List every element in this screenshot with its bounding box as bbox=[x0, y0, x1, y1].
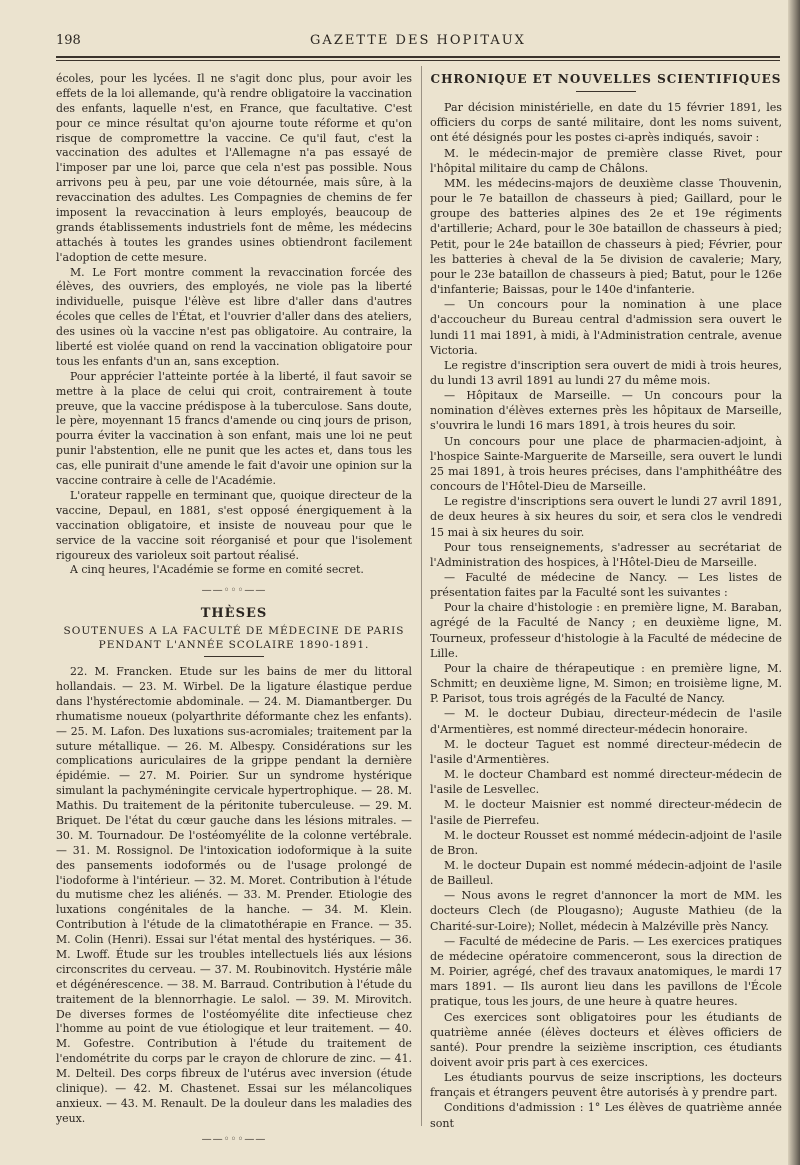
right-paragraph-10: — Faculté de médecine de Nancy. — Les listes de présentation faites par la Faculté sont les suivantes : bbox=[430, 571, 782, 600]
right-paragraph-22: Les étudiants pourvus de seize inscriptions, les docteurs français et étrangers peuvent être autorisés à y prendre part. bbox=[430, 1071, 782, 1100]
right-paragraph-18: M. le docteur Dupain est nommé médecin-adjoint de l'asile de Bailleul. bbox=[430, 858, 782, 888]
page-header bbox=[56, 30, 780, 52]
running-title: GAZETTE DES HOPITAUX bbox=[310, 33, 526, 48]
column-divider bbox=[421, 66, 422, 1126]
right-paragraph-12: Pour la chaire de thérapeutique : en première ligne, M. Schmitt; en deuxième ligne, M. Simon; en troisième ligne, M. P. Parisot, tous trois agrégés de la Faculté de Nancy. bbox=[430, 661, 782, 706]
left-paragraph-4: L'orateur rappelle en terminant que, quoique directeur de la vaccine, Depaul, en 1881, s'est opposé énergiquement à la vaccination obligatoire, et insiste de nouveau pour que le service de la vaccine soit réorganisé et pour que l'isolement rigoureux des varioleux soit partout réalisé. bbox=[56, 488, 412, 562]
left-paragraph-2: M. Le Fort montre comment la revaccination forcée des élèves, des ouvriers, des employés, ne viole pas la liberté individuelle, puisque l'élève est libre d'aller dans d'autres écoles que celles de l'État, et l'ouvrier d'aller dans des ateliers, des usines où la vaccine n'est pas obligatoire. Au contraire, la liberté est violée quand on rend la vaccination obligatoire pour tous les enfants d'un an, sans exception. bbox=[56, 265, 412, 368]
theses-title: THÈSES bbox=[200, 606, 268, 622]
page-number: 198 bbox=[56, 33, 81, 48]
chronicle-title: CHRONIQUE ET NOUVELLES SCIENTIFIQUES bbox=[430, 72, 782, 86]
section-separator: ——◦◦◦—— bbox=[201, 585, 267, 597]
chronicle-rule bbox=[576, 91, 636, 92]
theses-subtitle-2: PENDANT L'ANNÉE SCOLAIRE 1890-1891. bbox=[98, 639, 370, 652]
right-paragraph-9: Pour tous renseignements, s'adresser au secrétariat de l'Administration des hospices, à l'Hôtel-Dieu de Marseille. bbox=[430, 540, 782, 569]
right-paragraph-7: Un concours pour une place de pharmacien-adjoint, à l'hospice Sainte-Marguerite de Marseille, sera ouvert le lundi 25 mai 1891, à trois heures précises, dans l'amphithéâtre des concours de l'Hôtel-Dieu de Marseille. bbox=[430, 434, 782, 494]
right-paragraph-16: M. le docteur Maisnier est nommé directeur-médecin de l'asile de Pierrefeu. bbox=[430, 798, 782, 827]
right-paragraph-17: M. le docteur Rousset est nommé médecin-adjoint de l'asile de Bron. bbox=[430, 828, 782, 857]
right-paragraph-14: M. le docteur Taguet est nommé directeur-médecin de l'asile d'Armentières. bbox=[430, 737, 782, 766]
right-paragraph-11: Pour la chaire d'histologie : en première ligne, M. Baraban, agrégé de la Faculté de Nancy ; en deuxième ligne, M. Tourneux, professeur d'histologie à la Faculté de médecine de Lille. bbox=[430, 601, 782, 660]
right-paragraph-1: Par décision ministérielle, en date du 15 février 1891, les officiers du corps de santé militaire, dont les noms suivent, ont été désignés pour les postes ci-après indiqués, savoir : bbox=[430, 101, 782, 145]
left-paragraph-5: A cinq heures, l'Académie se forme en comité secret. bbox=[70, 563, 364, 577]
theses-subtitle-1: SOUTENUES A LA FACULTÉ DE MÉDECINE DE PARIS bbox=[63, 625, 405, 638]
theses-list: 22. M. Francken. Etude sur les bains de mer du littoral hollandais. — 23. M. Wirbel. De la ligature élastique perdue dans l'hystérectomie abdominale. — 24. M. Diamantberger. Du rhumatisme noueux (polyarthrite déformante chez les enfants). — 25. M. Lafon. Des luxations sus-acromiales; traitement par la suture métallique. — 26. M. Albespy. Considérations sur les complications auriculaires de la grippe pendant la dernière épidémie. — 27. M. Poirier. Sur un syndrome hystérique simulant la pachyméningite cervicale hypertrophique. — 28. M. Mathis. Du traitement de la péritonite tuberculeuse. — 29. M. Briquet. De l'état du cœur gauche dans les lésions mitrales. — 30. M. Tournadour. De l'ostéomyélite de la colonne vertébrale. — 31. M. Rossignol. De l'intoxication iodoformique à la suite des pansements iodoformés ou de l'usage prolongé de l'iodoforme à l'intérieur. — 32. M. Moret. Contribution à l'étude du mutisme chez les aliénés. — 33. M. Prender. Etiologie des luxations congénitales de la hanche. — 34. M. Klein. Contribution à l'étude de la climatothérapie en France. — 35. M. Colin (Henri). Essai sur l'état mental des hystériques. — 36. M. Lwoff. Étude sur les troubles intellectuels liés aux lésions circonscrites du cerveau. — 37. M. Roubinovitch. Hystérie mâle et dégénérescence. — 38. M. Barraud. Contribution à l'étude du traitement de la blennorrhagie. Le salol. — 39. M. Mirovitch. De diverses formes de l'ostéomyélite dite infectieuse chez l'homme au point de vue étiologique et leur traitement. — 40. M. Gofestre. Contribution à l'étude du traitement de l'endométrite du corps par le crayon de chlorure de zinc. — 41. M. Delteil. Des corps fibreux de l'utérus avec inversion (étude clinique). — 42. M. Chastenet. Essai sur les mélancoliques anxieux. — 43. M. Renault. De la douleur dans les maladies des yeux. bbox=[56, 665, 412, 1125]
left-paragraph-1: écoles, pour les lycées. Il ne s'agit donc plus, pour avoir les effets de la loi allemande, qu'à rendre obligatoire la vaccination des enfants, laquelle n'est, en France, que facultative. C'est pour ce mince résultat qu'on ajourne toute réforme et qu'on risque de compromettre la vaccine. Ce qu'il faut, c'est la vaccination des adultes et l'Allemagne n'a pas essayé de l'imposer par une loi, parce que cela n'est pas possible. Nous arrivons peu à peu, par une voie détournée, mais sûre, à la revaccination des adultes. Les Compagnies de chemins de fer imposent la revaccination à leurs employés, beaucoup de grands établissements industriels font de même, les médecins attachés à toutes les grandes usines obtiendront facilement l'adoption de cette mesure. bbox=[56, 72, 412, 264]
right-paragraph-13: — M. le docteur Dubiau, directeur-médecin de l'asile d'Armentières, est nommé directeur-médecin honoraire. bbox=[430, 707, 782, 736]
right-paragraph-3: MM. les médecins-majors de deuxième classe Thouvenin, pour le 7e bataillon de chasseurs à pied; Gaillard, pour le groupe des batteries alpines des 2e et 19e régiments d'artillerie; Achard, pour le 30e bataillon de chasseurs à pied; Petit, pour le 24e bataillon de chasseurs à pied; Février, pour les batteries à cheval de la 5e division de cavalerie; Mary, pour le 23e bataillon de chasseurs à pied; Batut, pour le 126e d'infanterie; Baissas, pour le 140e d'infanterie. bbox=[430, 176, 782, 297]
right-paragraph-4: — Un concours pour la nomination à une place d'accoucheur du Bureau central d'admission sera ouvert le lundi 11 mai 1891, à midi, à l'Administration centrale, avenue Victoria. bbox=[430, 298, 782, 357]
book-spine-edge bbox=[788, 0, 800, 1165]
right-column bbox=[430, 72, 782, 1131]
bottom-separator: ——◦◦◦—— bbox=[201, 1133, 267, 1145]
header-rule-thick bbox=[56, 56, 780, 58]
theses-rule bbox=[204, 656, 264, 657]
left-column bbox=[56, 72, 412, 1156]
left-paragraph-3: Pour apprécier l'atteinte portée à la liberté, il faut savoir se mettre à la place de celui qui croit, contrairement à toute preuve, que la vaccine prédispose à la tuberculose. Sans doute, le père, moyennant 15 francs d'amende ou cinq jours de prison, pourra éviter la vaccination à son enfant, mais une loi ne peut punir l'abstention, elle ne punit que les actes et, dans tous les cas, elle punirait d'une amende le fait d'avoir une opinion sur la vaccine contraire à celle de l'Académie. bbox=[56, 369, 412, 488]
right-paragraph-23: Conditions d'admission : 1° Les élèves de quatrième année sont bbox=[430, 1101, 782, 1130]
right-paragraph-21: Ces exercices sont obligatoires pour les étudiants de quatrième année (élèves docteurs et élèves officiers de santé). Pour prendre la seizième inscription, ces étudiants doivent avoir pris part à ces exercices. bbox=[430, 1010, 782, 1069]
right-paragraph-15: M. le docteur Chambard est nommé directeur-médecin de l'asile de Lesvellec. bbox=[430, 768, 782, 797]
right-paragraph-8: Le registre d'inscriptions sera ouvert le lundi 27 avril 1891, de deux heures à six heures du soir, et sera clos le vendredi 15 mai à six heures du soir. bbox=[430, 495, 782, 539]
right-paragraph-19: — Nous avons le regret d'annoncer la mort de MM. les docteurs Clech (de Plougasno); Auguste Mathieu (de la Charité-sur-Loire); Nollet, médecin à Malzéville près Nancy. bbox=[430, 889, 782, 933]
right-paragraph-5: Le registre d'inscription sera ouvert de midi à trois heures, du lundi 13 avril 1891 au lundi 27 du même mois. bbox=[430, 358, 782, 387]
right-paragraph-2: M. le médecin-major de première classe Rivet, pour l'hôpital militaire du camp de Châlons. bbox=[430, 146, 782, 175]
header-rule-thin bbox=[56, 60, 780, 61]
right-paragraph-6: — Hôpitaux de Marseille. — Un concours pour la nomination d'élèves externes près les hôpitaux de Marseille, s'ouvrira le lundi 16 mars 1891, à trois heures du soir. bbox=[430, 389, 782, 433]
right-paragraph-20: — Faculté de médecine de Paris. — Les exercices pratiques de médecine opératoire commenceront, sous la direction de M. Poirier, agrégé, chef des travaux anatomiques, le mardi 17 mars 1891. — Ils auront lieu dans les pavillons de l'École pratique, tous les jours, de une heure à quatre heures. bbox=[430, 934, 782, 1009]
